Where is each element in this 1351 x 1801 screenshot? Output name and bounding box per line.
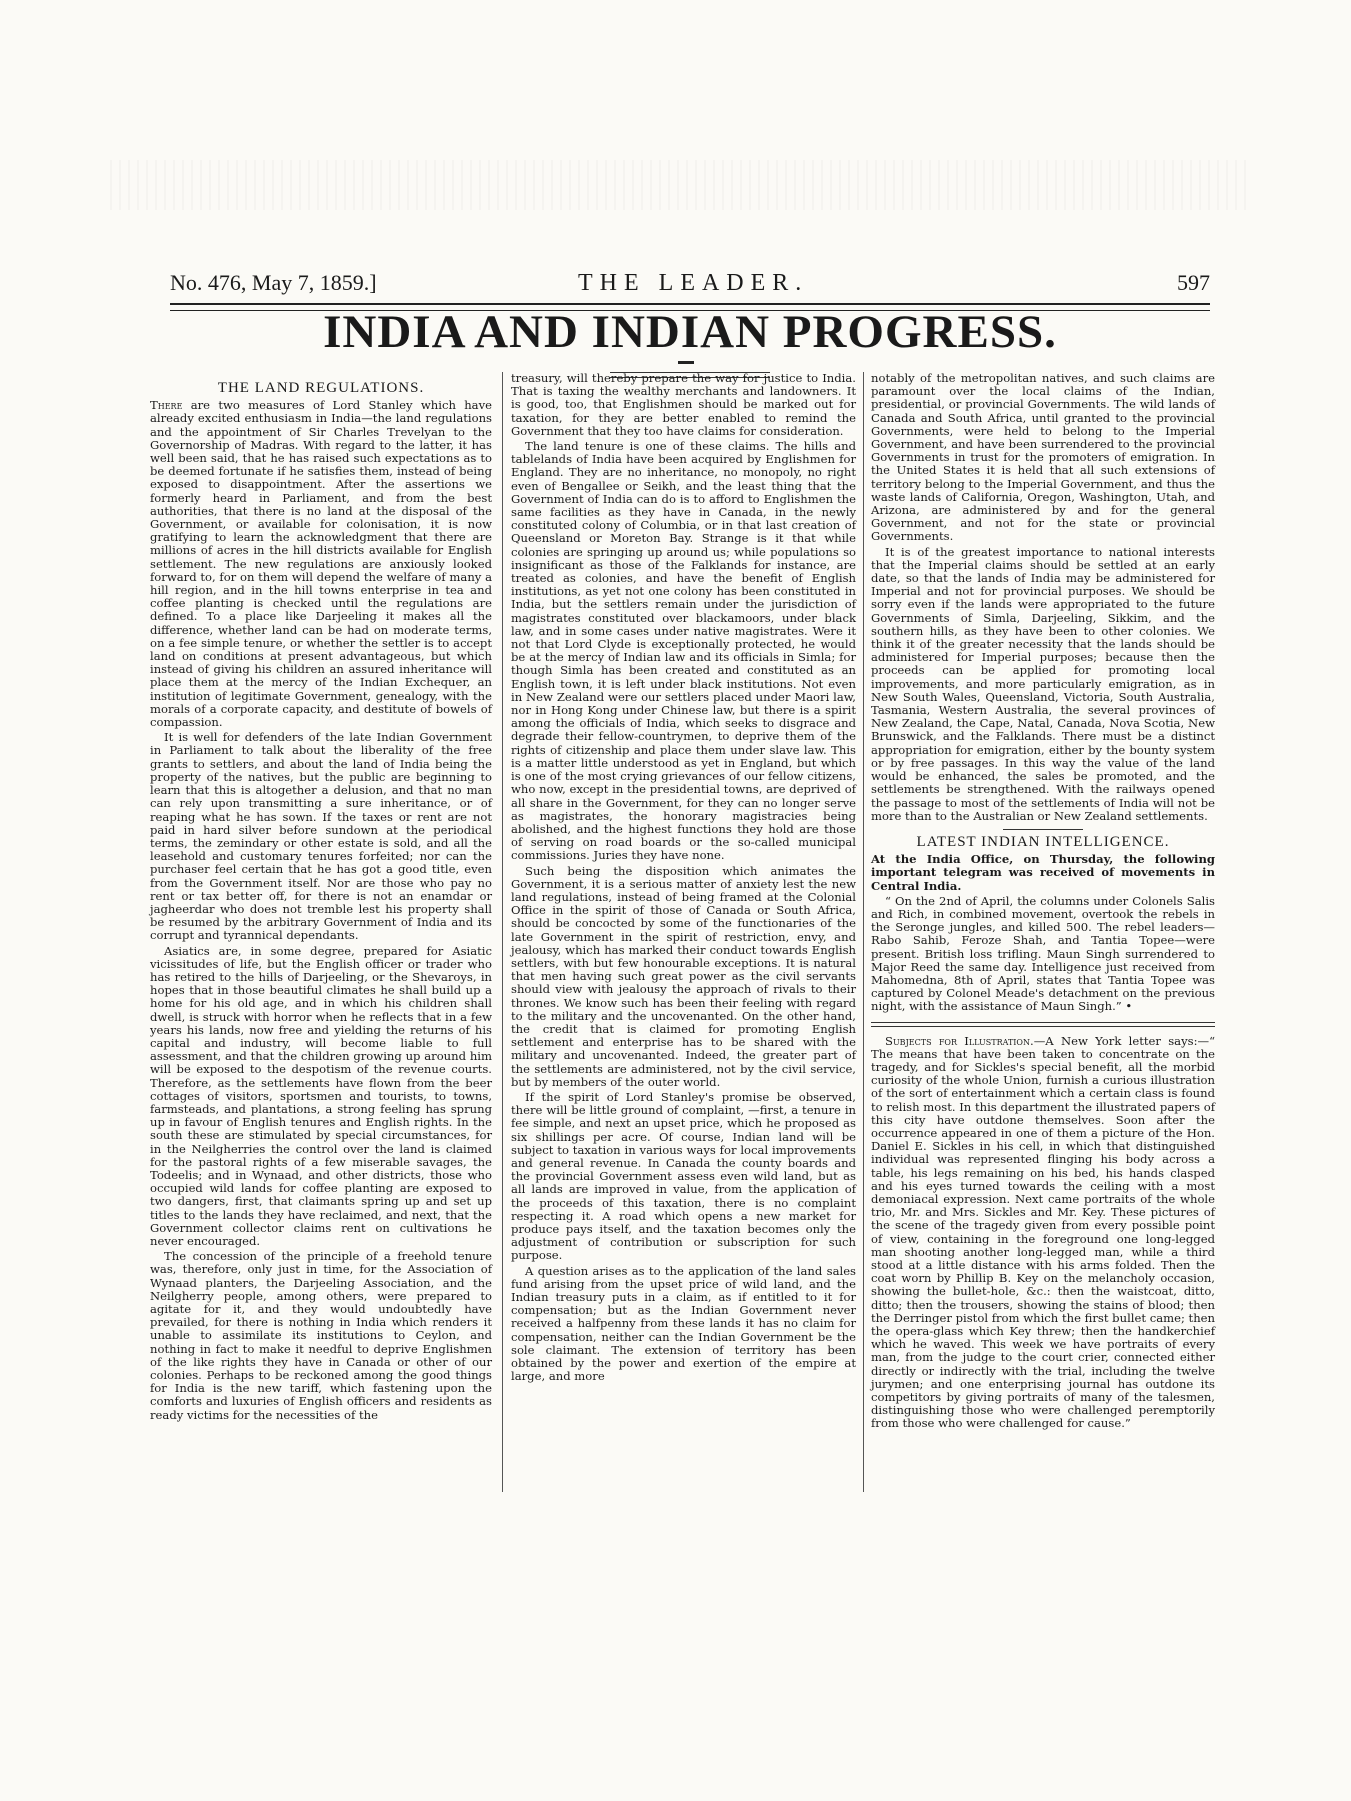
column-3 <box>871 372 1215 1433</box>
column-divider <box>863 372 864 1492</box>
paragraph: It is well for defenders of the late Indian Government in Parliament to talk about the liberality of the free grants to settlers, and about the land of India being the property of the natives, but the public are beginning to learn that this is altogether a delusion, and that no man can rely upon transmitting a sure inheritance, or of reaping what he has sown. If the taxes or rent are not paid in hard silver before sundown at the periodical terms, the zemindary or other estate is sold, and all the leasehold and customary tenures forfeited; nor can the purchaser feel certain that he has got a good title, even from the Government itself. Nor are those who pay no rent or tax better off, for there is not an enamdar or jagheerdar who does not tremble lest his property shall be resumed by the arbitrary Government of India and its corrupt and tyrannical dependants. <box>150 730 492 943</box>
intelligence-intro: At the India Office, on Thursday, the following important telegram was received of movements in Central India. <box>871 852 1215 893</box>
paragraph: A question arises as to the application of the land sales fund arising from the upset price of wild land, and the Indian treasury puts in a claim, as if entitled to it for compensation; but as the Indian Government never received a halfpenny from these lands it has no claim for compensation, neither can the Indian Government be the sole claimant. The extension of territory has been obtained by the power and exertion of the empire at large, and more <box>511 1263 856 1384</box>
paragraph: Asiatics are, in some degree, prepared for Asiatic vicissitudes of life, but the English officer or trader who has retired to the hills of Darjeeling, or the Shevaroys, in hopes that in those beautiful climates he shall build up a home for his old age, and in which his children shall dwell, is struck with horror when he reflects that in a few years his lands, now free and yielding the returns of his capital and industry, will become liable to full assessment, and that the children growing up around him will be exposed to the despotism of the revenue courts. Therefore, as the settlements have flown from the beer cottages of visitors, sportsmen and tourists, to towns, farmsteads, and plantations, a strong feeling has sprung up in favour of English tenures and English rights. In the south these are stimulated by special circumstances, for in the Neilgherries the control over the land is claimed for the pastoral rights of a few miserable savages, the Todeelis; and in Wynaad, and other districts, those who occupied wild lands for coffee planting are exposed to two dangers, first, that claimants spring up and set up titles to the lands they have reclaimed, and next, that the Government collector claims rent on cultivations he never encouraged. <box>150 943 492 1248</box>
section-title: INDIA AND INDIAN PROGRESS. <box>323 306 1057 358</box>
drop-word: There <box>150 398 183 413</box>
page-header <box>170 270 1210 300</box>
subjects-paragraph: Subjects for Illustration.—A New York letter says:—“ The means that have been taken to concentrate on the tragedy, and for Sickles's special benefit, all the morbid curiosity of the whole Union, furnish a curious illustration of the sort of entertainment which a certain class is found to relish most. In this department the illustrated papers of this city have outdone themselves. Soon after the occurrence appeared in one of them a picture of the Hon. Daniel E. Sickles in his cell, in which that distinguished individual was represented flinging his body across a table, his legs remaining on his bed, his hands clasped and his eyes turned towards the ceiling with a most demoniacal expression. Next came portraits of the whole trio, Mr. and Mrs. Sickles and Mr. Key. These pictures of the scene of the tragedy given from every possible point of view, containing in the foreground one long-legged man shooting another long-legged man, while a third stood at a little distance with his arms folded. Then the coat worn by Phillip B. Key on the melancholy occasion, showing the bullet-hole, &c.: then the waistcoat, ditto, ditto; then the trousers, showing the stains of blood; then the Derringer pistol from which the first bullet came; then the opera-glass which Key threw; then the handkerchief which he waved. This week we have portraits of every man, from the judge to the court crier, connected either directly or indirectly with the trial, including the twelve jurymen; and one enterprising journal has outdone its competitors by giving portraits of many of the talesmen, distinguishing those who were challenged peremptorily from those who were challenged for cause.” <box>871 1033 1216 1431</box>
paragraph: Such being the disposition which animates the Government, it is a serious matter of anxiety lest the new land regulations, instead of being framed at the Colonial Office in the spirit of those of Canada or South Africa, should be concocted by some of the functionaries of the late Government in the spirit of restriction, envy, and jealousy, which has marked their conduct towards English settlers, with but few honourable exceptions. It is natural that men having such great power as the civil servants should view with jealousy the approach of rivals to their thrones. We know such has been their feeling with regard to the military and the uncovenanted. On the other hand, the credit that is claimed for promoting English settlement and enterprise has to be shared with the military and uncovenanted. Indeed, the greater part of the settlements are administered, not by the civil service, but by members of the outer world. <box>511 863 856 1089</box>
subjects-lead: Subjects for Illustration. <box>885 1033 1034 1048</box>
paragraph: The land tenure is one of these claims. The hills and tablelands of India have been acquired by Englishmen for England. They are no inheritance, no monopoly, no right even of Bengallee or Seikh, and the least thing that the Government of India can do is to afford to Englishmen the same facilities as they have in Canada, in the newly constituted colony of Columbia, or in that last creation of Queensland or Moreton Bay. Strange is it that while colonies are springing up around us; while populations so insignificant as those of the Falklands for instance, are treated as colonies, and have the benefit of English institutions, as yet not one colony has been constituted in India, but the settlers remain under the jurisdiction of magistrates constituted over blackamoors, under black law, and in some cases under native magistrates. Were it not that Lord Clyde is exceptionally protected, he would be at the mercy of Indian law and its officials in Simla; for though Simla has been created and constituted as an English town, it is left under black institutions. Not even in New Zealand were our settlers placed under Maori law, nor in Hong Kong under Chinese law, but there is a spirit among the officials of India, which seeks to disgrace and degrade their fellow-countrymen, to deprive them of the rights of citizenship and place them under slave law. This is a matter little understood as yet in England, but which is one of the most crying grievances of our fellow citizens, who now, except in the presidential towns, are deprived of all share in the Government, for they can no longer serve as magistrates, the honorary magistracies being abolished, and the highest functions they hold are those of serving on road boards or the so-called municipal commissions. Juries they have none. <box>511 439 856 863</box>
paragraph: It is of the greatest importance to national interests that the Imperial claims should be settled at an early date, so that the lands of India may be administered for Imperial and not for provincial purposes. We should be sorry even if the lands were appropriated to the future Governments of Simla, Darjeeling, Sikkim, and the southern hills, as they have been to other colonies. We think it of the greater necessity that the lands should be administered for Imperial purposes; because then the proceeds can be applied for promoting local improvements, and more particularly emigration, as in New South Wales, Queensland, Victoria, South Australia, Tasmania, Western Australia, the several provinces of New Zealand, the Cape, Natal, Canada, Nova Scotia, New Brunswick, and the Falklands. There must be a distinct appropriation for emigration, either by the bounty system or by free passages. In this way the value of the land would be enhanced, the sales be promoted, and the settlements be strengthened. With the railways opened the passage to most of the settlements of India will not be more than to the Australian or New Zealand settlements. <box>871 544 1215 823</box>
section-divider <box>871 1022 1215 1027</box>
paragraph: treasury, will thereby prepare the way for justice to India. That is taxing the wealthy merchants and landowners. It is good, too, that Englishmen should be marked out for taxation, for they are better enabled to remind the Government that they too have claims for consideration. <box>511 371 856 438</box>
bleed-through-texture <box>110 160 1250 210</box>
paragraph: notably of the metropolitan natives, and such claims are paramount over the local claims of the Indian, presidential, or provincial Governments. The wild lands of Canada and South Africa, until granted to the provincial Governments, were held to belong to the Imperial Government, and have been surrendered to the provincial Governments in trust for the promoters of emigration. In the United States it is held that all such extensions of territory belong to the Imperial Government, and thus the waste lands of California, Oregon, Washington, Utah, and Arizona, are administered by and for the general Government, and not for the state or provincial Governments. <box>871 371 1215 544</box>
intelligence-title: LATEST INDIAN INTELLIGENCE. <box>916 833 1170 850</box>
paragraph: The concession of the principle of a freehold tenure was, therefore, only just in time, for the Association of Wynaad planters, the Darjeeling Association, and the Neilgherry people, among others, were prepared to agitate for it, and they would undoubtedly have prevailed, for there is nothing in India which renders it unable to assimilate its institutions to Ceylon, and nothing in fact to make it needful to deprive Englishmen of the like rights they have in Canada or other of our colonies. Perhaps to be reckoned among the good things for India is the new tariff, which fastening upon the comforts and luxuries of English officers and residents as ready victims for the necessities of the <box>150 1249 492 1422</box>
paragraph: There are two measures of Lord Stanley which have already excited enthusiasm in India—the land regulations and the appointment of Sir Charles Trevelyan to the Governorship of Madras. With regard to the latter, it has well been said, that he has raised such expectations as to be deemed fortunate if he satisfies them, instead of being exposed to disappointment. After the assertions we formerly heard in Parliament, and from the best authorities, that there is no land at the disposal of the Government, or available for colonisation, it is now gratifying to learn the acknowledgment that there are millions of acres in the hill districts available for English settlement. The new regulations are anxiously looked forward to, for on them will depend the welfare of many a hill region, and in the hill towns enterprise in tea and coffee planting is checked until the regulations are defined. To a place like Darjeeling it makes all the difference, whether land can be had on moderate terms, on a fee simple tenure, or whether the settler is to accept land on conditions at present advantageous, but which instead of giving his children an assured inheritance will place them at the mercy of the Indian Exchequer, an institution of legitimate Government, genealogy, with the morals of a corporate capacity, and destitute of bowels of compassion. <box>150 398 493 730</box>
title-ornament <box>678 361 694 364</box>
newspaper-name: THE LEADER. <box>578 270 809 296</box>
section-divider <box>1003 829 1083 830</box>
column-divider <box>502 372 503 1492</box>
column-1 <box>150 378 492 1424</box>
telegram-quote: “ On the 2nd of April, the columns under Colonels Salis and Rich, in combined movement, overtook the rebels in the Seronge jungles, and killed 500. The rebel leaders—Rabo Sahib, Feroze Shah, and Tantia Topee—were present. British loss trifling. Maun Singh surrendered to Major Reed the same day. Intelligence just received from Mahomedna, 8th of April, states that Tantia Topee was captured by Colonel Meade's detachment on the previous night, with the assistance of Maun Singh.” • <box>871 893 1215 1014</box>
page-number: 597 <box>1177 270 1210 295</box>
article-title: THE LAND REGULATIONS. <box>217 380 425 396</box>
column-2 <box>511 372 856 1385</box>
paragraph: If the spirit of Lord Stanley's promise be observed, there will be little ground of complaint, —first, a tenure in fee simple, and next an upset price, which he proposed as six shillings per acre. Of course, Indian land will be subject to taxation in various ways for local improvements and general revenue. In Canada the county boards and the provincial Government assess even wild land, but as all lands are improved in value, from the application of the proceeds of this taxation, there is no complaint respecting it. A road which opens a new market for produce pays itself, and the taxation becomes only the adjustment of contribution or subscription for such purpose. <box>511 1089 856 1263</box>
issue-date: No. 476, May 7, 1859.] <box>170 270 377 295</box>
